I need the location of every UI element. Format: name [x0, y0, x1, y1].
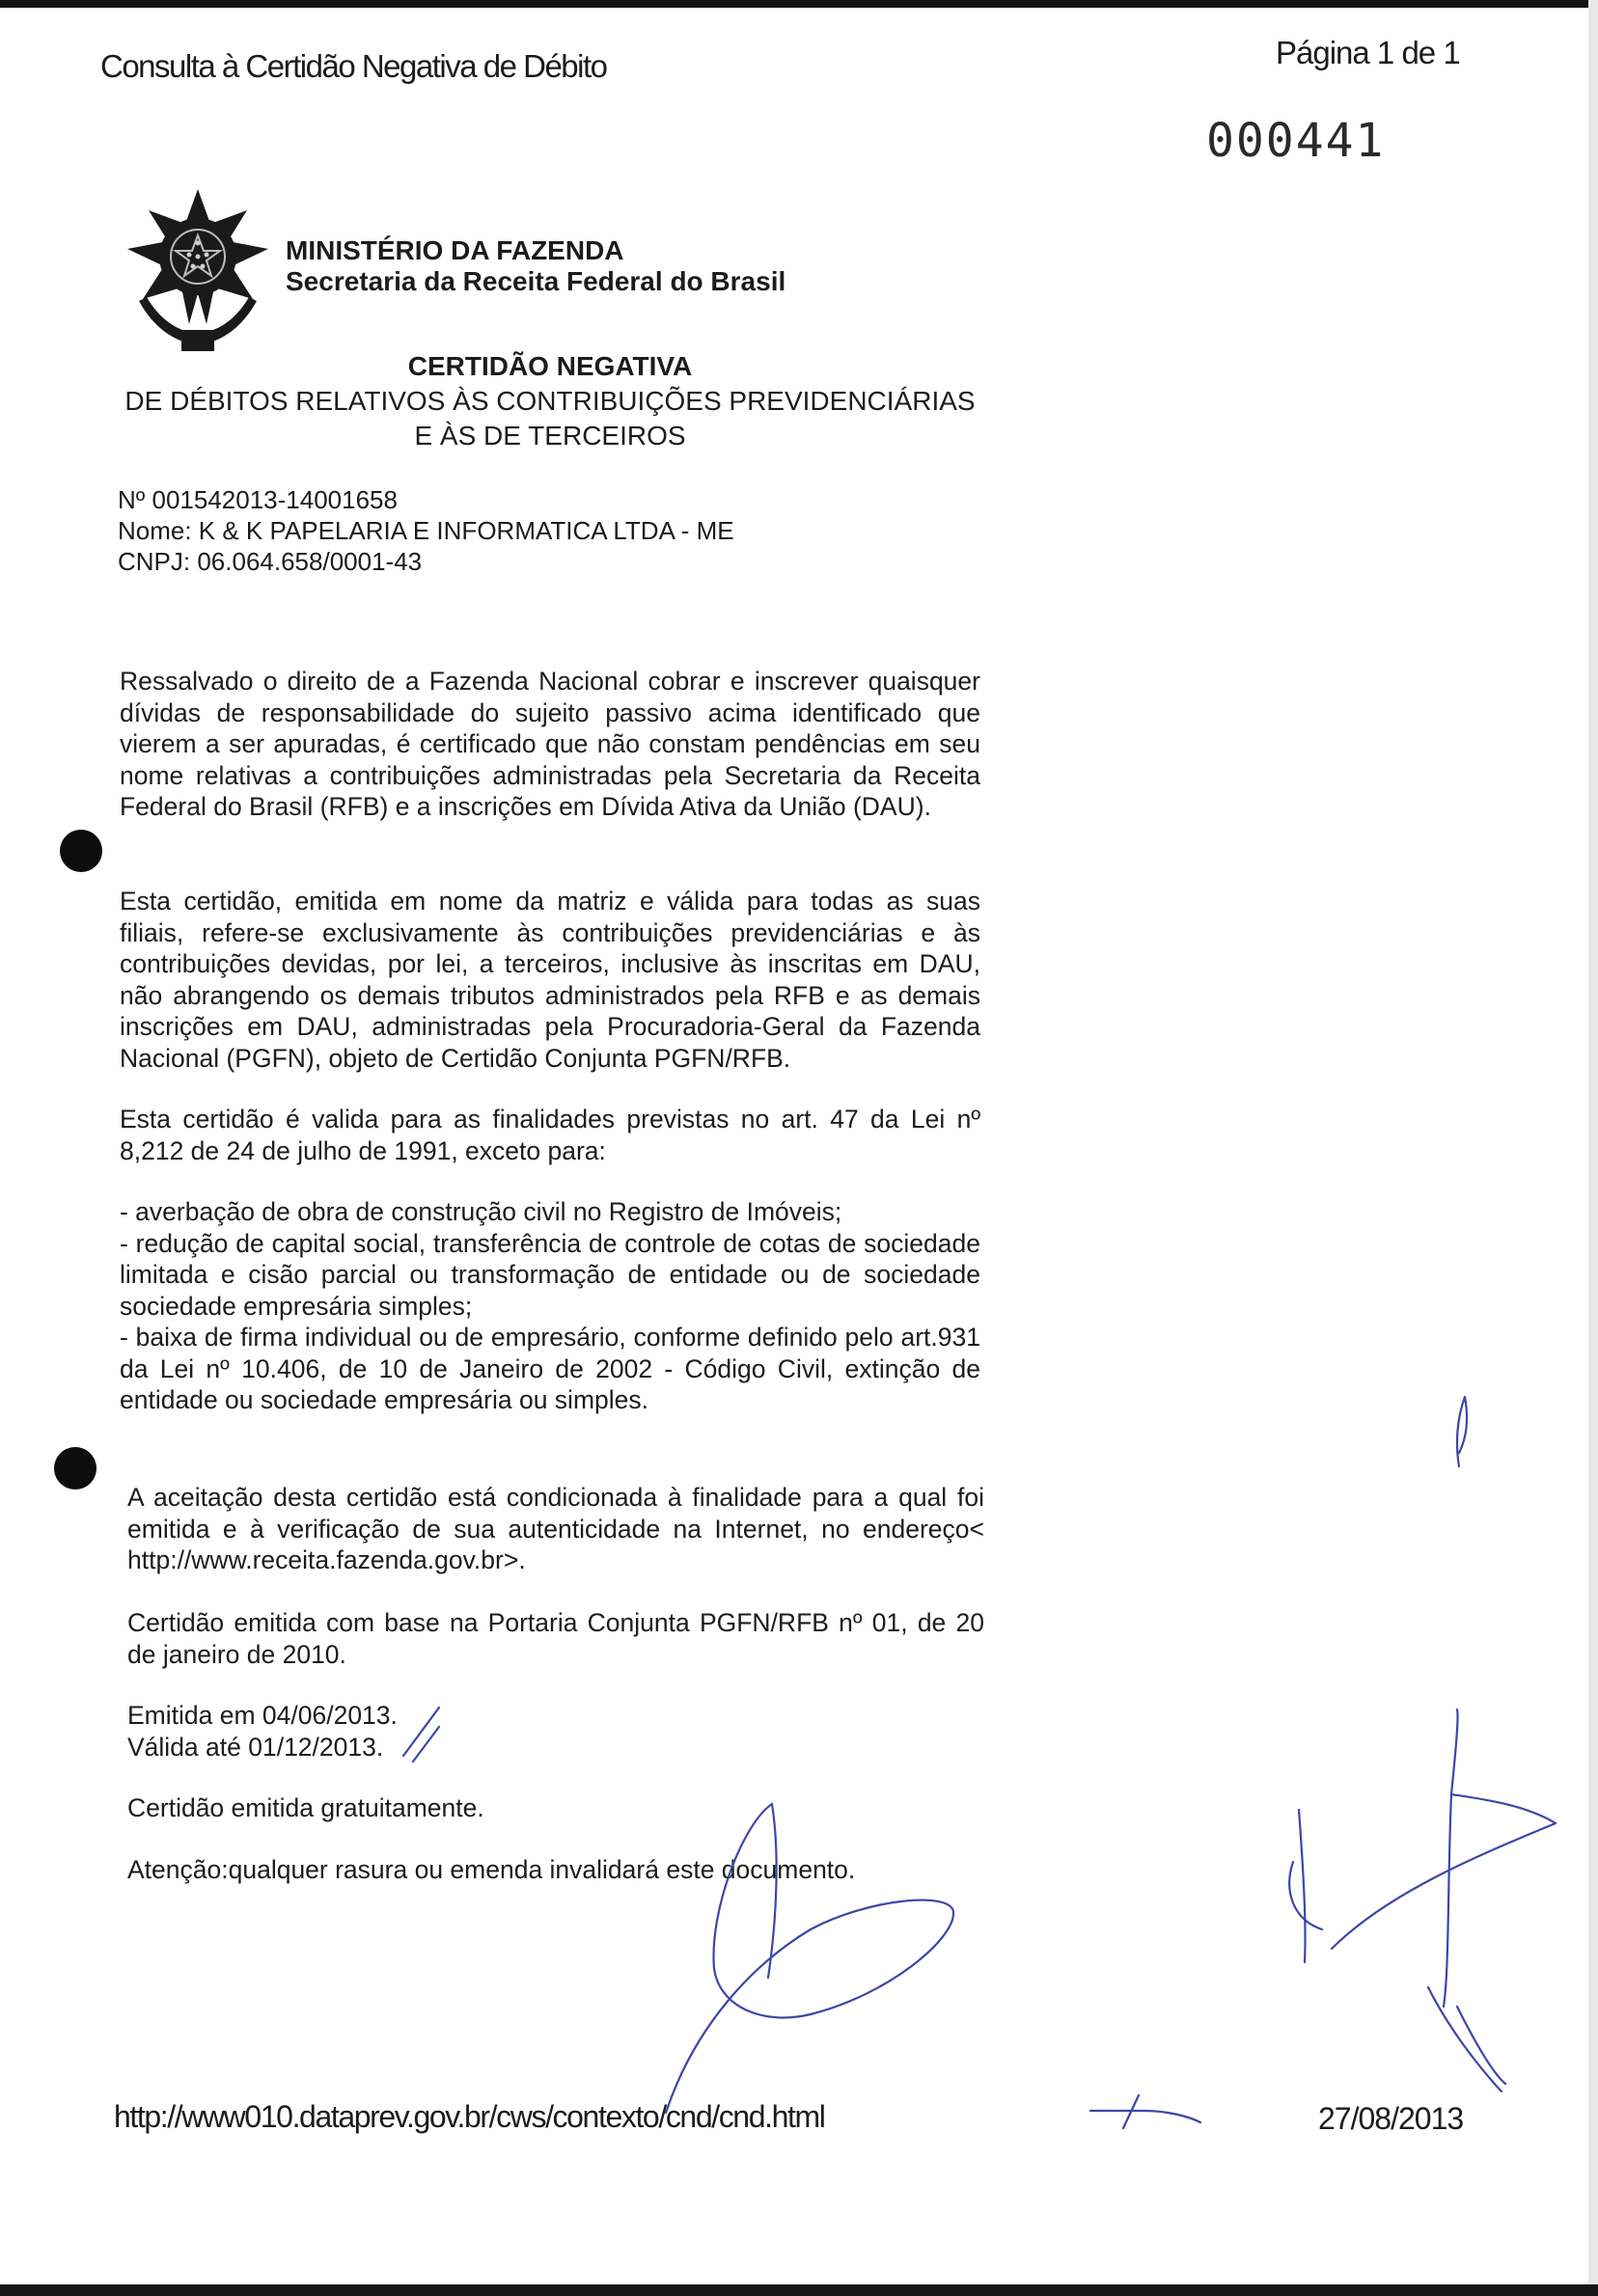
footer-url: http://www010.dataprev.gov.br/cws/contexto/cnd/cnd.html	[114, 2099, 825, 2134]
paragraph-disclaimer: Ressalvado o direito de a Fazenda Nacional cobrar e inscrever quaisquer dívidas de responsabilidade do sujeito passivo acima identificado que vierem a ser apuradas, é certificado que não constam pendências em seu nome relativas a contribuições administradas pela Secretaria da Receita Federal do Brasil (RFB) e a inscrições em Dívida Ativa da União (DAU).	[120, 667, 980, 821]
paragraph-scope: Esta certidão, emitida em nome da matriz e válida para todas as suas filiais, refere-se exclusivamente às contribuições previdenciárias e às contribuições devidas, por lei, a terceiros, inclusive às inscritas em DAU, não abrangendo os demais tributos administrados pela RFB e as demais inscrições em DAU, administradas pela Procuradoria-Geral da Fazenda Nacional (PGFN), objeto de Certidão Conjunta PGFN/RFB.	[120, 887, 980, 1073]
stamp-number: 000441	[1206, 114, 1386, 168]
certificate-title	[116, 349, 984, 453]
company-name: Nome: K & K PAPELARIA E INFORMATICA LTDA - ME	[118, 516, 734, 545]
ministry-heading	[286, 235, 785, 297]
paragraph-acceptance: A aceitação desta certidão está condicionada à finalidade para a qual foi emitida e à verificação de sua autenticidade na Internet, no endereço< http://www.receita.fazenda.gov.br>.	[127, 1483, 984, 1574]
issued-date: Emitida em 04/06/2013.	[127, 1701, 398, 1730]
page-indicator: Página 1 de 1	[1276, 35, 1460, 70]
signature-center	[666, 1804, 953, 2113]
scan-border-right	[1588, 0, 1598, 2296]
valid-until-date: Válida até 01/12/2013.	[127, 1732, 384, 1762]
footer-mark	[1090, 2095, 1200, 2128]
certificate-number: Nº 001542013-14001658	[118, 485, 398, 514]
punch-hole	[60, 830, 102, 872]
exception-item: - averbação de obra de construção civil no Registro de Imóveis;	[120, 1197, 842, 1226]
signature-center-stem	[768, 1804, 777, 1978]
free-issue-note: Certidão emitida gratuitamente.	[127, 1793, 484, 1822]
ministry-name: MINISTÉRIO DA FAZENDA	[286, 235, 624, 265]
scan-border-bottom	[0, 2284, 1598, 2296]
company-cnpj: CNPJ: 06.064.658/0001-43	[118, 547, 423, 576]
punch-hole	[54, 1447, 96, 1490]
coat-of-arms-icon	[122, 185, 274, 357]
secretariat-name: Secretaria da Receita Federal do Brasil	[286, 266, 786, 296]
paragraph-validity: Esta certidão é valida para as finalidades previstas no art. 47 da Lei nº 8,212 de 24 de julho de 1991, exceto para:	[120, 1105, 980, 1165]
certificate-subtitle-line2: E ÀS DE TERCEIROS	[414, 421, 686, 451]
certificate-title-main: CERTIDÃO NEGATIVA	[407, 351, 693, 381]
warning-note: Atenção:qualquer rasura ou emenda invalidará este documento.	[127, 1855, 856, 1884]
scan-border-top	[0, 0, 1598, 8]
signature-right-tail	[1428, 1987, 1505, 2091]
signature-right	[1289, 1709, 1556, 2007]
footer-date: 27/08/2013	[1318, 2101, 1464, 2136]
exceptions-list	[120, 1196, 980, 1416]
identification-block	[118, 484, 734, 577]
exception-item: - redução de capital social, transferência de controle de cotas de sociedade limitada e cisão parcial ou transformação de entidade ou de sociedade sociedade empresária simples;	[120, 1228, 980, 1321]
paragraph-legal-basis: Certidão emitida com base na Portaria Conjunta PGFN/RFB nº 01, de 20 de janeiro de 2010.	[127, 1608, 984, 1669]
exception-item: - baixa de firma individual ou de empresário, conforme definido pelo art.931 da Lei nº 10.406, de 10 de Janeiro de 2002 - Código Civil, extinção de entidade ou sociedade empresária ou simples.	[120, 1323, 980, 1414]
certificate-subtitle-line1: DE DÉBITOS RELATIVOS ÀS CONTRIBUIÇÕES PREVIDENCIÁRIAS	[124, 386, 976, 416]
header-title: Consulta à Certidão Negativa de Débito	[100, 48, 607, 84]
issue-dates	[127, 1700, 984, 1763]
initial-mark	[1457, 1397, 1467, 1466]
